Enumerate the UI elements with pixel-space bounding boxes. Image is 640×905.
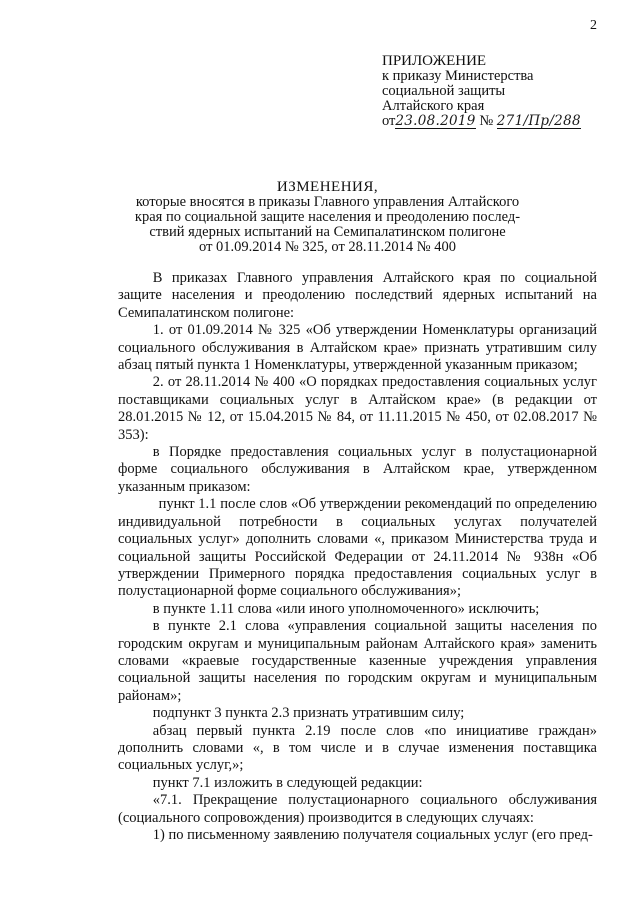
paragraph-item-1: 1. от 01.09.2014 № 325 «Об утверждении Номенклатуры организаций социального обслуживания в Алтайском крае» признать утратившим силу абзац пятый пункта 1 Номенклатуры, утвержденной указанным приказом; <box>118 322 597 374</box>
paragraph-point-7-1-text: «7.1. Прекращение полустационарного социального обслуживания (социального сопровождения) производится в следующих случаях: <box>118 792 597 826</box>
appendix-title: ПРИЛОЖЕНИЕ <box>382 53 487 69</box>
document-body <box>118 270 597 844</box>
handwritten-number: 271/Пр/288 <box>496 113 581 129</box>
paragraph-point-7-1-intro: пункт 7.1 изложить в следующей редакции: <box>152 774 423 791</box>
paragraph-point-2-3: подпункт 3 пункта 2.3 признать утратившим силу; <box>152 705 465 722</box>
paragraph-order-intro: в Порядке предоставления социальных услуг в полустационарной форме социального обслуживания в Алтайском крае, утвержденном указанным приказом: <box>118 444 597 495</box>
document-heading <box>130 180 525 255</box>
appendix-line-2: социальной защиты <box>382 83 506 99</box>
appendix-line-1: к приказу Министерства <box>382 68 534 84</box>
heading-line-4: от 01.09.2014 № 325, от 28.11.2014 № 400 <box>199 239 456 255</box>
paragraph-point-2-19: абзац первый пункта 2.19 после слов «по инициативе граждан» дополнить словами «, в том числе и в случае изменения поставщика социальных услуг,»; <box>118 722 597 774</box>
appendix-block <box>382 54 632 129</box>
date-prefix: от <box>382 113 396 129</box>
paragraph-subitem-1: 1) по письменному заявлению получателя социальных услуг (его пред- <box>152 827 593 843</box>
number-prefix: № <box>479 113 494 129</box>
paragraph-point-2-1: в пункте 2.1 слова «управления социальной защиты населения по городским округам и муниципальным районам Алтайского края» заменить словами «краевые государственные казенные учреждения управления социальной защиты населения по городским округам и муниципальным районам»; <box>118 618 597 704</box>
paragraph-item-2: 2. от 28.11.2014 № 400 «О порядках предоставления социальных услуг поставщиками социальных услуг в Алтайском крае» (в редакции от 28.01.2015 № 12, от 15.04.2015 № 84, от 11.11.2015 № 450, от 02.08.2017 № 353): <box>118 374 597 443</box>
heading-line-2: края по социальной защите населения и преодолению послед- <box>134 209 521 225</box>
paragraph-intro: В приказах Главного управления Алтайского края по социальной защите населения и преодолению последствий ядерных испытаний на Семипалатинском полигоне: <box>118 270 597 321</box>
paragraph-point-1-11: в пункте 1.11 слова «или иного уполномоченного» исключить; <box>152 600 540 617</box>
page-number: 2 <box>590 18 597 33</box>
appendix-date-number-line <box>382 114 632 129</box>
appendix-line-3: Алтайского края <box>382 98 485 114</box>
heading-line-1: которые вносятся в приказы Главного управления Алтайского <box>135 194 520 210</box>
paragraph-point-1-1: пункт 1.1 после слов «Об утверждении рекомендаций по определению индивидуальной потребности в социальных услугах получателей социальных услуг» дополнить словами «, приказом Министерства труда и социальной защиты Российской Федерации от 24.11.2014 № 938н «Об утверждении Примерного порядка предоставления социальных услуг в полустационарной форме социального обслуживания»; <box>118 496 597 600</box>
heading-title: ИЗМЕНЕНИЯ, <box>276 179 379 195</box>
heading-line-3: ствий ядерных испытаний на Семипалатинском полигоне <box>149 224 506 240</box>
handwritten-date: 23.08.2019 <box>395 113 476 129</box>
